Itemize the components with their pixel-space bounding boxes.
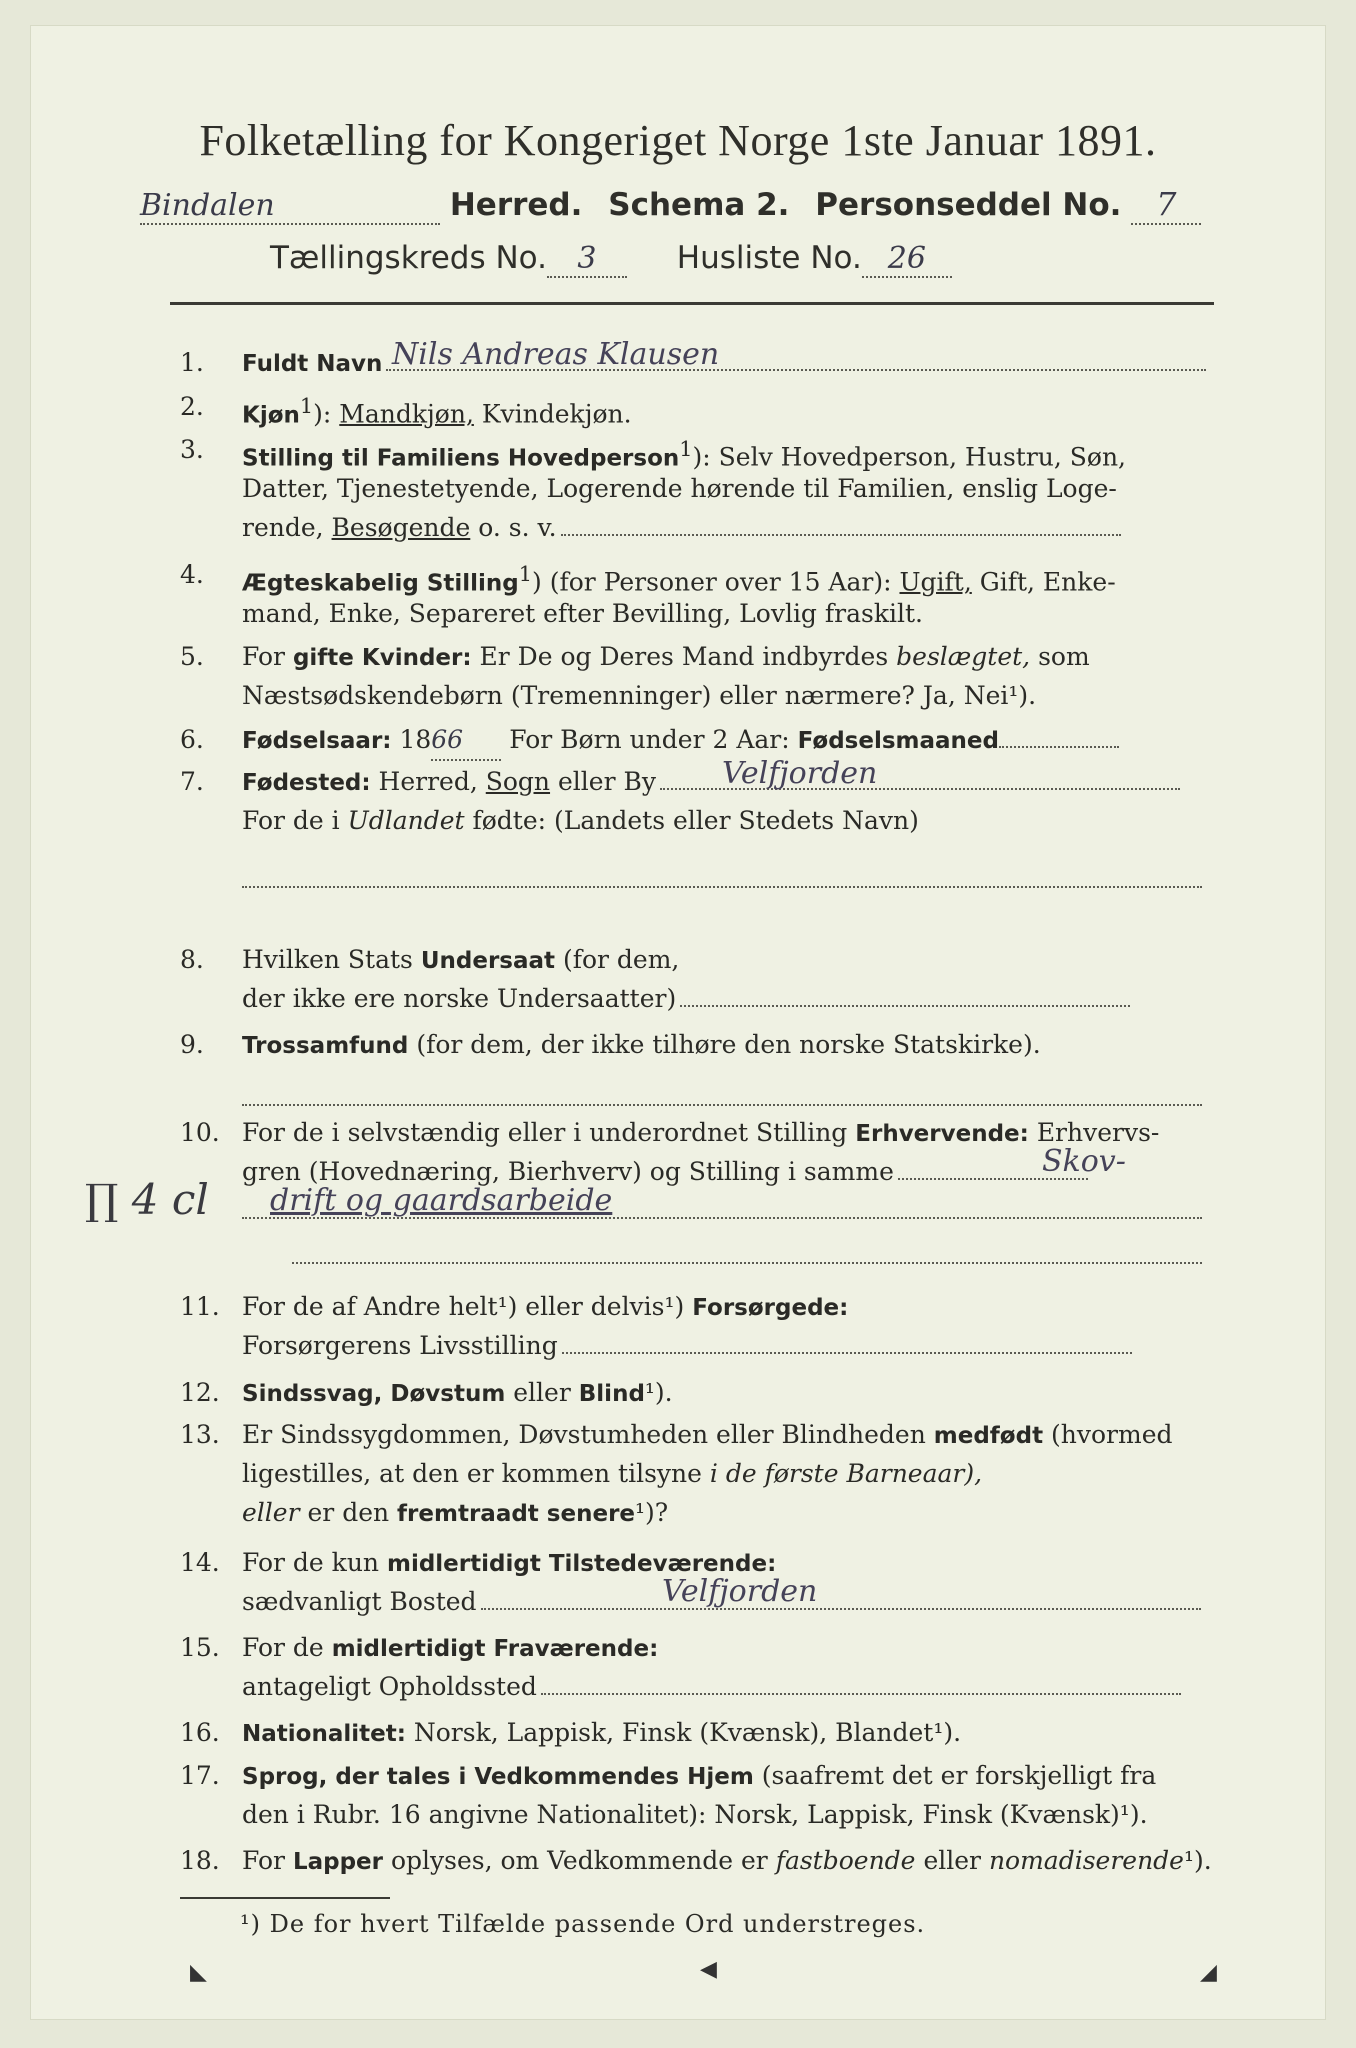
husliste-label: Husliste No. (676, 240, 862, 276)
item-text: antageligt Opholdssted (242, 1672, 537, 1701)
footnote-rule (180, 1897, 390, 1899)
item-text: Hvilken Stats (242, 945, 413, 974)
selected-option: Sogn (485, 767, 551, 796)
item-label: Fuldt Navn (242, 351, 383, 377)
item-text: fødte: (Landets eller Stedets Navn) (472, 806, 919, 835)
item-number: 7. (180, 767, 204, 796)
item-number: 18. (180, 1846, 220, 1875)
usual-residence-value: Velfjorden (662, 1574, 818, 1609)
item-text: For Børn under 2 Aar: (509, 725, 790, 754)
item-number: 16. (180, 1718, 220, 1747)
husliste-value: 26 (862, 241, 952, 278)
item-label: Fødselsaar: (242, 728, 392, 754)
footnote: ¹) De for hvert Tilfælde passende Ord understreges. (240, 1910, 926, 1938)
item-text: ligestilles, at den er kommen tilsyne (242, 1459, 702, 1488)
item-text: o. s. v. (478, 513, 557, 542)
item-text: ¹). (644, 1378, 673, 1407)
footnote-ref: 1 (679, 437, 693, 461)
item-number: 1. (180, 348, 204, 377)
footnote-ref: 1 (299, 394, 314, 418)
item-text: rende, (242, 513, 324, 542)
item-text: fastboende (775, 1846, 916, 1875)
item-text: Er De og Deres Mand indbyrdes (479, 642, 889, 671)
item-text: For de kun (242, 1548, 380, 1577)
item-text: Er Sindssygdommen, Døvstumheden eller Blindheden (242, 1420, 926, 1449)
item-number: 17. (180, 1761, 220, 1790)
item-text: ¹). (1183, 1846, 1212, 1875)
full-name-value: Nils Andreas Klausen (392, 337, 720, 372)
item-text: For (242, 642, 285, 671)
gender-female-option: Kvindekjøn. (481, 399, 632, 429)
personseddel-label: Personseddel No. (815, 187, 1122, 223)
item-text: Næstsødskendebørn (Tremenninger) eller nærmere? Ja, Nei¹). (242, 681, 1037, 710)
item-label: Undersaat (420, 948, 556, 974)
form-title: Folketælling for Kongeriget Norge 1ste Januar 1891. (199, 116, 1157, 165)
item-label: Trossamfund (242, 1033, 409, 1059)
personseddel-value: 7 (1131, 185, 1201, 225)
birth-year-value: 66 (431, 720, 501, 761)
census-form-sheet: Folketælling for Kongeriget Norge 1ste Januar 1891. Bindalen Herred. Schema 2. Personseddel No. 7 Tællingskreds No. 3 Husliste No. 26 1. Fuldt Navn Nils Andreas Klausen 2. Kjøn$^1$): Mandkjøn, Kvindekjøn. 3. Stilling til Familiens Hovedperson$^1$): Selv Hovedperson, Hustru, Søn, Datter, Tjenestetyende, Logerende hørende til Familien, enslig Loge- rende, Besøgende o. s. v. 4. Ægteskabelig Stilling$^1$) (for Personer over 15 Aar): Ugift, Gift, Enke- mand, Enke, Separeret efter Bevilling, Lovlig fraskilt. 5. For gifte Kvinder: Er De og Deres Mand indbyrdes beslægtet, som Næstsødskendebørn (Tremenninger) eller nærmere? Ja, Nei¹). 6. Fødselsaar: 1866 For Børn under 2 Aar: Fødselsmaaned 7. Fødested: Herred, Sogn eller By Velfjorden For de i Udlandet fødte: (Landets eller Stedets Navn) 8. Hvilken Stats Undersaat (for dem, der ikke ere norske Undersaatter) 9. Trossamfund (for dem, der ikke tilhøre den norske Statskirke). 10. For de i selvstændig eller i underordnet Stilling Erhvervende: Erhvervs- gren (Hovednæring, Bierhverv) og Stilling i samme Skov- drift og gaardsarbeide ∏ 4 cl 11. For de af Andre helt¹) eller delvis¹) Forsørgede: Forsørgerens Livsstilling 12. Sindssvag, Døvstum eller Blind¹). 13. Er Sindssygdommen, Døvstumheden eller Blindheden medfødt (hvormed ligestilles, at den er kommen tilsyne i de første Barneaar), eller er den fremtraadt senere¹)? 14. For de kun midlertidigt Tilstedeværende: sædvanligt Bosted Velfjorden 15. For de midlertidigt Fraværende: antageligt Opholdssted 16. Nationalitet: Norsk, Lappisk, Finsk (Kvænsk), Blandet¹). 17. Sprog, der tales i Vedkommendes Hjem (saafremt det er forskjelligt fra den i Rubr. 16 angivne Nationalitet): Norsk, Lappisk, Finsk (Kvænsk)¹). 18. For Lapper oplyses, om Vedkommende er fastboende eller nomadiserende¹). ¹) De for hvert Tilfælde passende Ord understreges. ◣ ◀ ◢ (30, 25, 1326, 2020)
item-text: der ikke ere norske Undersaatter) (242, 984, 677, 1013)
item-text: oplyses, om Vedkommende er (390, 1846, 768, 1875)
item-text: (for Personer over 15 Aar): (549, 567, 892, 597)
item-text: (for dem, (562, 945, 680, 974)
item-text: nomadiserende (988, 1846, 1184, 1875)
item-number: 12. (180, 1378, 220, 1407)
item-text: mand, Enke, Separeret efter Bevilling, Lovlig fraskilt. (242, 599, 923, 628)
header-rule (170, 302, 1214, 305)
item-number: 8. (180, 945, 204, 974)
item-text: Datter, Tjenestetyende, Logerende hørende til Familien, enslig Loge- (242, 474, 1117, 503)
item-text: eller (242, 1498, 300, 1527)
item-label: Kjøn (242, 402, 300, 429)
item-number: 6. (180, 725, 204, 754)
item-text: For de i selvstændig eller i underordnet Stilling (242, 1118, 848, 1147)
item-text: ¹)? (635, 1498, 669, 1527)
item-number: 4. (180, 560, 204, 589)
item-text: beslægtet, (896, 642, 1031, 671)
item-text: gren (Hovednæring, Bierhverv) og Stilling i samme (242, 1157, 894, 1186)
item-text: (for dem, der ikke tilhøre den norske Statskirke). (416, 1030, 1041, 1059)
item-number: 2. (180, 392, 204, 421)
item-text: som (1038, 642, 1090, 671)
item-number: 9. (180, 1030, 204, 1059)
item-number: 3. (180, 435, 204, 464)
gender-male-option: Mandkjøn, (339, 399, 474, 429)
center-mark-icon: ◀ (700, 1957, 717, 1982)
item-text: For (242, 1846, 285, 1875)
item-label: gifte Kvinder: (292, 645, 472, 671)
herred-value: Bindalen (140, 188, 440, 225)
item-label: midlertidigt Fraværende: (331, 1636, 659, 1662)
item-text: For de af Andre helt¹) eller delvis¹) (242, 1292, 685, 1321)
item-text: (hvormed (1051, 1420, 1173, 1449)
selected-option: Besøgende (331, 513, 471, 542)
item-label: Stilling til Familiens Hovedperson (242, 445, 680, 472)
item-text: Norsk, Lappisk, Finsk (Kvænsk), Blandet¹). (413, 1718, 962, 1747)
item-label: Sprog, der tales i Vedkommendes Hjem (242, 1764, 754, 1790)
item-label: Forsørgede: (692, 1295, 849, 1321)
birthplace-value: Velfjorden (722, 756, 878, 791)
occupation-value-2: drift og gaardsarbeide (270, 1183, 613, 1218)
item-text: eller (513, 1378, 571, 1407)
item-label: Ægteskabelig Stilling (242, 570, 519, 597)
item-number: 5. (180, 642, 204, 671)
item-label: Erhvervende: (855, 1121, 1029, 1147)
header-line-1 (140, 185, 1240, 225)
item-text: er den (307, 1498, 390, 1527)
herred-label: Herred. (449, 187, 583, 223)
item-number: 11. (180, 1292, 220, 1321)
item-text: Gift, Enke- (979, 567, 1116, 597)
header-line-2 (270, 240, 1170, 278)
item-text: Selv Hovedperson, Hustru, Søn, (718, 442, 1126, 472)
item-label: Blind (578, 1381, 645, 1407)
item-label: Sindssvag, Døvstum (242, 1381, 506, 1407)
item-label: medfødt (933, 1423, 1044, 1449)
item-number: 15. (180, 1633, 220, 1662)
corner-mark-icon: ◣ (190, 1960, 207, 1985)
item-text: den i Rubr. 16 angivne Nationalitet): Norsk, Lappisk, Finsk (Kvænsk)¹). (242, 1800, 1148, 1829)
schema-label: Schema 2. (608, 187, 790, 223)
item-text: Erhvervs- (1036, 1118, 1160, 1147)
item-text: For de (242, 1633, 324, 1662)
corner-mark-icon: ◢ (1200, 1960, 1217, 1985)
item-label: Fødested: (242, 770, 371, 796)
footnote-ref: 1 (518, 562, 533, 586)
item-label: Fødselsmaaned (797, 728, 999, 754)
item-label: midlertidigt Tilstedeværende: (386, 1551, 777, 1577)
selected-option: Ugift, (899, 567, 972, 597)
item-text: Herred, (378, 767, 478, 796)
kreds-value: 3 (547, 241, 627, 278)
kreds-label: Tællingskreds No. (270, 240, 547, 276)
item-label: Lapper (292, 1849, 383, 1875)
item-text: i de første Barneaar), (709, 1459, 983, 1488)
item-text: eller By (558, 767, 656, 796)
item-number: 14. (180, 1548, 220, 1577)
item-label: Nationalitet: (242, 1721, 406, 1747)
item-text: For de i (242, 806, 340, 835)
item-label: fremtraadt senere (397, 1501, 636, 1527)
item-text: eller (923, 1846, 981, 1875)
item-text: (saafremt det er forskjelligt fra (761, 1761, 1157, 1790)
occupation-value-1: Skov- (1042, 1144, 1126, 1179)
item-number: 10. (180, 1118, 220, 1147)
margin-note: ∏ 4 cl (85, 1175, 209, 1224)
item-text: sædvanligt Bosted (242, 1587, 477, 1616)
year-prefix: 18 (399, 725, 432, 754)
item-text: Udlandet (347, 806, 465, 835)
item-number: 13. (180, 1420, 220, 1449)
item-text: Forsørgerens Livsstilling (242, 1331, 558, 1360)
